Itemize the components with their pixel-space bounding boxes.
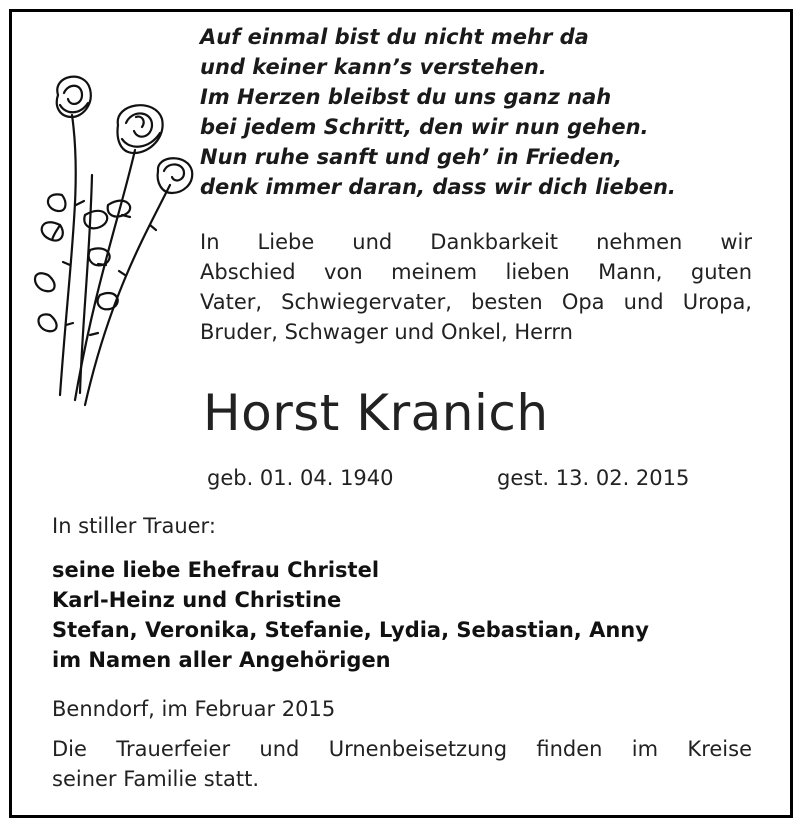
birth-date: geb. 01. 04. 1940 — [207, 466, 394, 490]
family-line: Stefan, Veronika, Stefanie, Lydia, Sebastian, Anny — [52, 618, 649, 642]
family-line: Karl-Heinz und Christine — [52, 588, 342, 612]
rose-bouquet-icon — [30, 75, 200, 415]
poem-line: Nun ruhe sanft und geh’ in Frieden, — [200, 145, 622, 169]
intro-line: In Liebe und Dankbarkeit nehmen wir — [200, 230, 752, 254]
life-dates — [207, 463, 690, 493]
family-line: im Namen aller Angehörigen — [52, 648, 391, 672]
poem-line: Auf einmal bist du nicht mehr da — [200, 25, 589, 49]
poem-line: denk immer daran, dass wir dich lieben. — [200, 175, 676, 199]
deceased-name: Horst Kranich — [203, 384, 549, 442]
poem-line: und keiner kann’s verstehen. — [200, 55, 547, 79]
intro-line: Bruder, Schwager und Onkel, Herrn — [200, 320, 573, 344]
notice-line: Die Trauerfeier und Urnenbeisetzung finden im Kreise — [52, 737, 752, 761]
poem-line: bei jedem Schritt, den wir nun gehen. — [200, 115, 649, 139]
poem — [200, 22, 676, 202]
intro-line: Abschied von meinem lieben Mann, guten — [200, 260, 752, 284]
funeral-notice — [52, 734, 752, 794]
poem-line: Im Herzen bleibst du uns ganz nah — [200, 85, 612, 109]
family-list — [52, 555, 649, 675]
place-date: Benndorf, im Februar 2015 — [52, 697, 336, 721]
family-line: seine liebe Ehefrau Christel — [52, 558, 380, 582]
intro-line: Vater, Schwiegervater, besten Opa und Uropa, — [200, 290, 752, 314]
mourning-label: In stiller Trauer: — [52, 514, 216, 538]
death-date: gest. 13. 02. 2015 — [497, 466, 690, 490]
intro-text — [200, 227, 752, 347]
notice-line: seiner Familie statt. — [52, 767, 259, 791]
